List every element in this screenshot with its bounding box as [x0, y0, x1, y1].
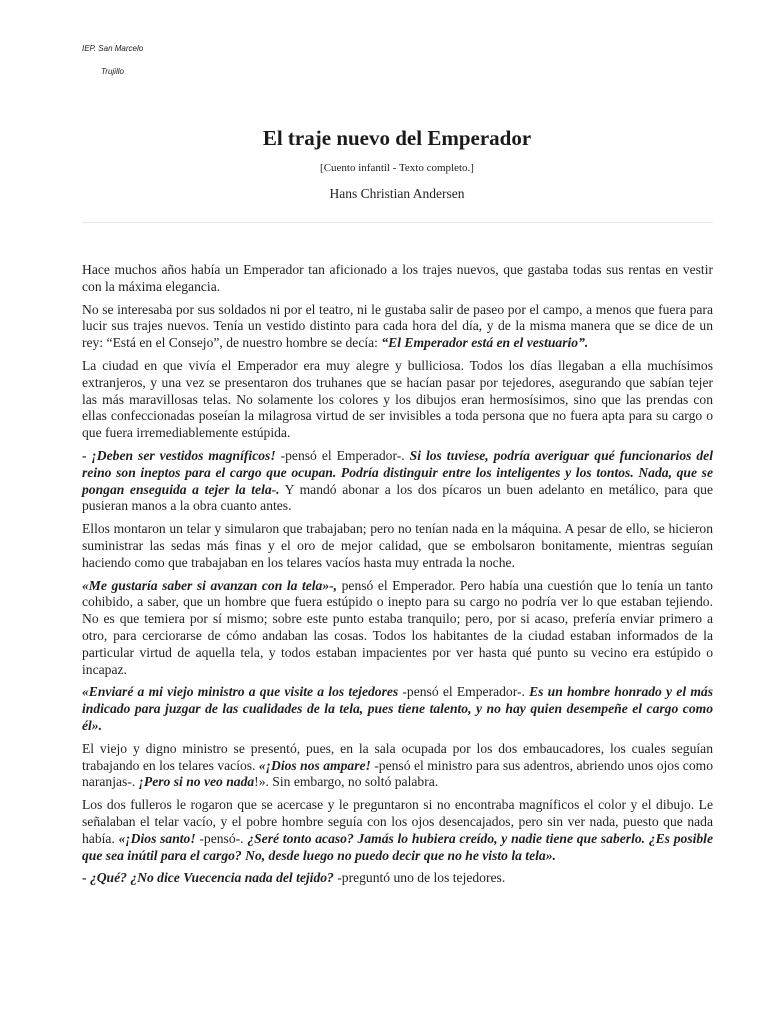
paragraph-text-segment: «¡Dios santo!: [118, 830, 196, 846]
paragraph-text-segment: Hace muchos años había un Emperador tan aficionado a los trajes nuevos, que gastaba todas sus rentas en vestir con la máxima elegancia.: [82, 262, 713, 294]
paragraph-text-segment: ¡Pero si no veo nada: [138, 774, 255, 790]
story-paragraph: [82, 448, 713, 515]
paragraph-text-segment: -pensó el Emperador-.: [275, 447, 410, 463]
paragraph-text-segment: Si los tuviese, podría averiguar qué funcionarios del reino son ineptos para el cargo que ocupan. Podría distinguir entre los inteligentes y los tontos. Nada, que se pongan enseguida a tejer la tela-.: [82, 447, 713, 497]
story-paragraph: [82, 262, 713, 296]
story-paragraph: [82, 302, 713, 352]
story-paragraph: [82, 684, 713, 734]
paragraph-text-segment: !». Sin embargo, no soltó palabra.: [254, 774, 439, 790]
header-city: Trujillo: [101, 67, 124, 76]
paragraph-text-segment: -pensó-.: [195, 830, 248, 846]
paragraph-text-segment: Y mandó abonar a los dos pícaros un buen adelanto en metálico, para que pusieran manos a la obra cuanto antes.: [82, 481, 713, 514]
document-title: El traje nuevo del Emperador: [262, 126, 532, 150]
document-subtitle: [Cuento infantil - Texto completo.]: [320, 162, 474, 174]
story-paragraph: [82, 797, 713, 864]
paragraph-text-segment: -pensó el Emperador-.: [398, 684, 530, 700]
paragraph-text-segment: No se interesaba por sus soldados ni por el teatro, ni le gustaba salir de paseo por el campo, a menos que fuera para lucir sus trajes nuevos. Tenía un vestido distinto para cada hora del día, y de la misma manera que se dice de un rey: “Está en el Consejo”, de nuestro hombre se decía:: [82, 301, 713, 351]
paragraph-text-segment: ¿Seré tonto acaso? Jamás lo hubiera creído, y nadie tiene que saberlo. ¿Es posible que sea inútil para el cargo? No, desde luego no puedo decir que no he visto la tela».: [82, 830, 713, 863]
paragraph-text-segment: «¡Dios nos ampare!: [258, 757, 371, 773]
paragraph-text-segment: El viejo y digno ministro se presentó, pues, en la sala ocupada por los dos embaucadores, los cuales seguían trabajando en los telares vacíos.: [82, 740, 713, 773]
story-paragraph: [82, 741, 713, 791]
paragraph-text-segment: “El Emperador está en el vestuario”.: [381, 335, 589, 351]
story-paragraph: [82, 578, 713, 679]
story-paragraph: [82, 870, 713, 887]
paragraph-text-segment: Los dos fulleros le rogaron que se acercase y le preguntaron si no encontraba magníficos el color y el dibujo. Le señalaban el telar vacío, y el pobre hombre seguía con los ojos desencajados, pero sin ver nada, puesto que nada había.: [82, 797, 713, 846]
paragraph-text-segment: -pensó el ministro para sus adentros, abriendo unos ojos como naranjas-.: [82, 757, 714, 790]
paragraph-text-segment: Es un hombre honrado y el más indicado para juzgar de las cualidades de la tela, pues tiene talento, y no hay quien desempeñe el cargo como él».: [82, 684, 713, 733]
story-paragraph: [82, 358, 713, 442]
paragraph-text-segment: «Enviaré a mi viejo ministro a que visite a los tejedores: [82, 684, 399, 700]
document-author: Hans Christian Andersen: [329, 186, 465, 201]
paragraph-text-segment: ¿Qué? ¿No dice Vuecencia nada del tejido?: [89, 870, 334, 886]
paragraph-text-segment: La ciudad en que vivía el Emperador era muy alegre y bulliciosa. Todos los días llegaban a ella muchísimos extranjeros, y una vez se presentaron dos truhanes que se hacían pasar por tejedores, asegurando que sabían tejer las más maravillosas telas. No solamente los colores y los dibujos eran hermosísimos, sino que las prendas con ellas confeccionadas poseían la milagrosa virtud de ser invisibles a toda persona que no fuera apta para su cargo o que fuera irremediablemente estúpida.: [82, 357, 713, 441]
story-body: [82, 262, 713, 893]
paragraph-text-segment: -preguntó uno de los tejedores.: [333, 870, 506, 886]
story-paragraph: [82, 521, 713, 571]
paragraph-text-segment: pensó el Emperador. Pero había una cuestión que lo tenía un tanto cohibido, a saber, que un hombre que fuera estúpido o inepto para su cargo no podría ver lo que estaban tejiendo. No es que temiera por sí mismo; sobre este punto estaba tranquilo; pero, por si acaso, prefería enviar primero a otro, para cerciorarse de cómo andaban las cosas. Todos los habitantes de la ciudad estaban informados de la particular virtud de aquella tela, y todos estaban impacientes por ver hasta qué punto su vecino era estúpido o incapaz.: [82, 577, 713, 677]
paragraph-text-segment: -: [82, 870, 90, 886]
divider: [82, 222, 713, 223]
paragraph-text-segment: ¡Deben ser vestidos magníficos!: [91, 447, 276, 463]
paragraph-text-segment: «Me gustaría saber si avanzan con la tela»-,: [82, 577, 338, 593]
paragraph-text-segment: Ellos montaron un telar y simularon que trabajaban; pero no tenían nada en la máquina. A pesar de ello, se hicieron suministrar las sedas más finas y el oro de mejor calidad, que se embolsaron bonitamente, mientras seguían haciendo como que trabajaban en los telares vacíos hasta muy entrada la noche.: [82, 521, 713, 570]
paragraph-text-segment: -: [82, 447, 92, 463]
header-school: IEP. San Marcelo: [82, 44, 144, 53]
